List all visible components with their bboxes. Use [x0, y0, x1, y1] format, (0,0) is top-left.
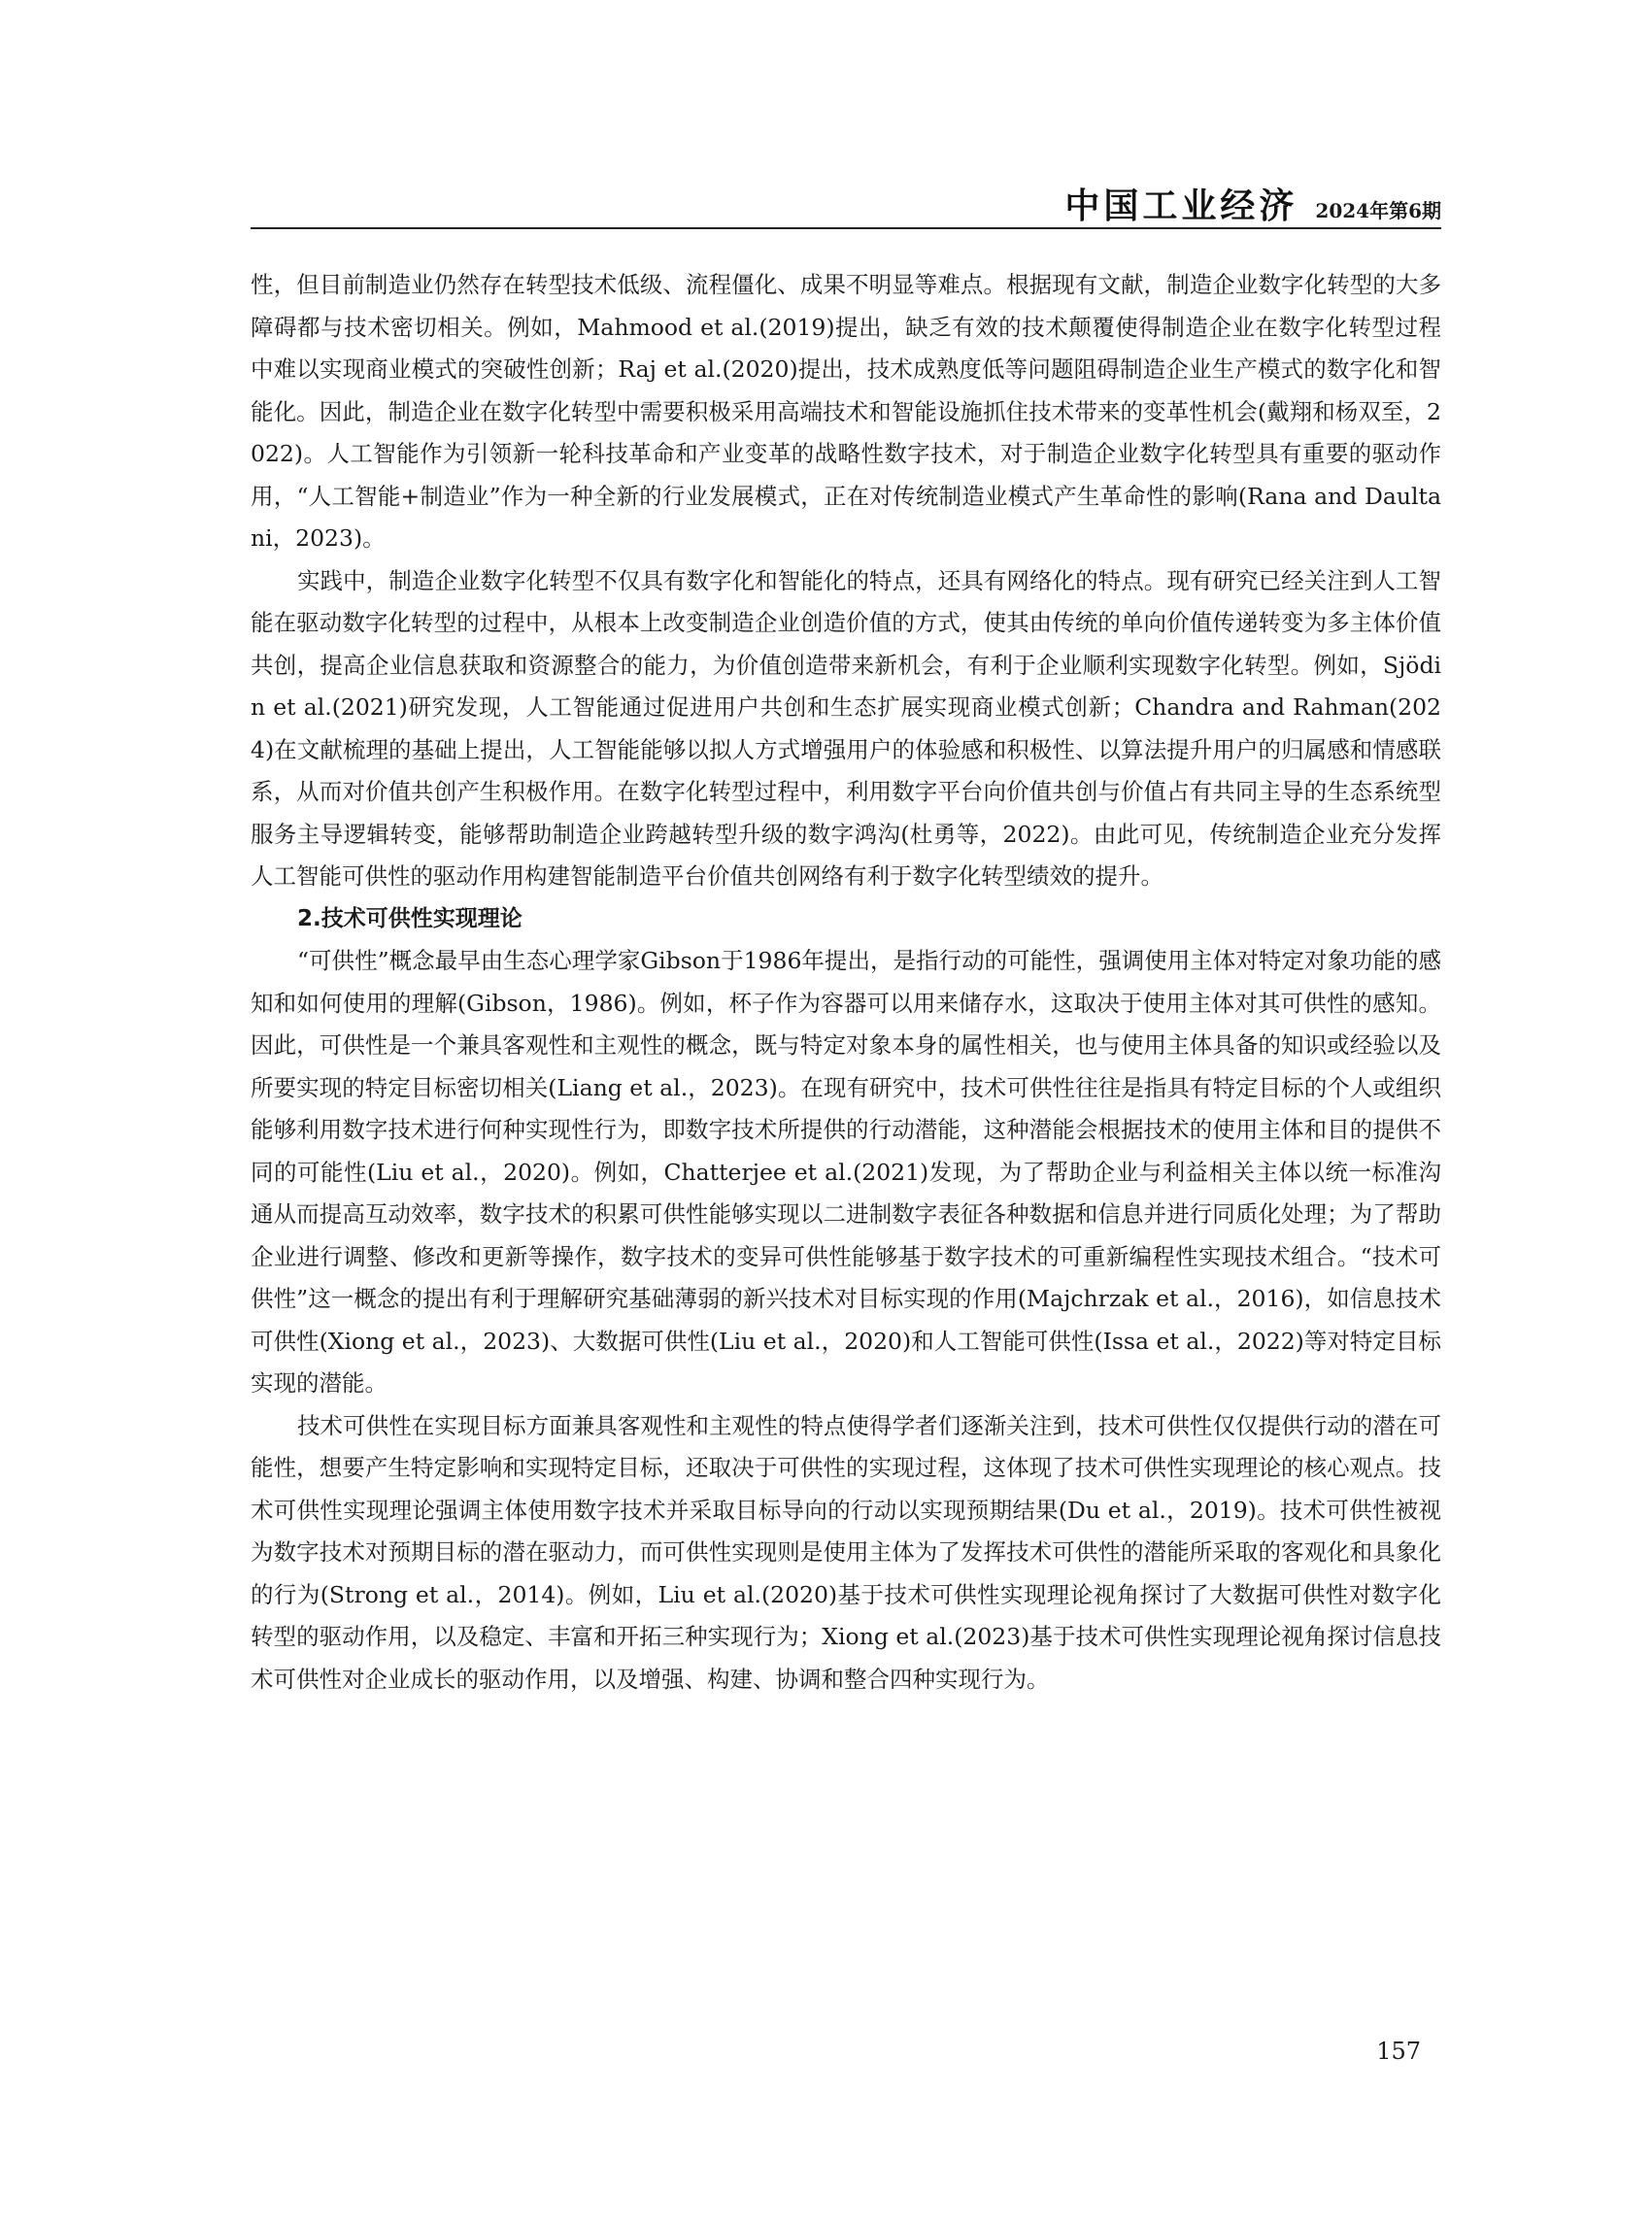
- journal-name: 中国工业经济: [1064, 186, 1298, 226]
- paragraph-3: “可供性”概念最早由生态心理学家Gibson于1986年提出，是指行动的可能性，强调使用主体对特定对象功能的感知和如何使用的理解(Gibson，1986)。例如，杯子作为容器可以用来储存水，这取决于使用主体对其可供性的感知。因此，可供性是一个兼具客观性和主观性的概念，既与特定对象本身的属性相关，也与使用主体具备的知识或经验以及所要实现的特定目标密切相关(Liang et al.，2023)。在现有研究中，技术可供性往往是指具有特定目标的个人或组织能够利用数字技术进行何种实现性行为，即数字技术所提供的行动潜能，这种潜能会根据技术的使用主体和目的提供不同的可能性(Liu et al.，2020)。例如，Chatterjee et al.(2021)发现，为了帮助企业与利益相关主体以统一标准沟通从而提高互动效率，数字技术的积累可供性能够实现以二进制数字表征各种数据和信息并进行同质化处理；为了帮助企业进行调整、修改和更新等操作，数字技术的变异可供性能够基于数字技术的可重新编程性实现技术组合。“技术可供性”这一概念的提出有利于理解研究基础薄弱的新兴技术对目标实现的作用(Majchrzak et al.，2016)，如信息技术可供性(Xiong et al.，2023)、大数据可供性(Liu et al.，2020)和人工智能可供性(Issa et al.，2022)等对特定目标实现的潜能。: [251, 947, 1441, 1397]
- paragraph-4: 技术可供性在实现目标方面兼具客观性和主观性的特点使得学者们逐渐关注到，技术可供性仅仅提供行动的潜在可能性，想要产生特定影响和实现特定目标，还取决于可供性的实现过程，这体现了技术可供性实现理论的核心观点。技术可供性实现理论强调主体使用数字技术并采取目标导向的行动以实现预期结果(Du et al.，2019)。技术可供性被视为数字技术对预期目标的潜在驱动力，而可供性实现则是使用主体为了发挥技术可供性的潜能所采取的客观化和具象化的行为(Strong et al.，2014)。例如，Liu et al.(2020)基于技术可供性实现理论视角探讨了大数据可供性对数字化转型的驱动作用，以及稳定、丰富和开拓三种实现行为；Xiong et al.(2023)基于技术可供性实现理论视角探讨信息技术可供性对企业成长的驱动作用，以及增强、构建、协调和整合四种实现行为。: [251, 1411, 1441, 1693]
- section-heading: 2.技术可供性实现理论: [297, 905, 523, 931]
- issue-label: 2024年第6期: [1315, 199, 1441, 222]
- paragraph-1: 性，但目前制造业仍然存在转型技术低级、流程僵化、成果不明显等难点。根据现有文献，制造企业数字化转型的大多障碍都与技术密切相关。例如，Mahmood et al.(2019)提出，缺乏有效的技术颠覆使得制造企业在数字化转型过程中难以实现商业模式的突破性创新；Raj et al.(2020)提出，技术成熟度低等问题阻碍制造企业生产模式的数字化和智能化。因此，制造企业在数字化转型中需要积极采用高端技术和智能设施抓住技术带来的变革性机会(戴翔和杨双至，2022)。人工智能作为引领新一轮科技革命和产业变革的战略性数字技术，对于制造企业数字化转型具有重要的驱动作用，“人工智能+制造业”作为一种全新的行业发展模式，正在对传统制造业模式产生革命性的影响(Rana and Daultani，2023)。: [251, 271, 1441, 552]
- page-number: 157: [1376, 2038, 1421, 2065]
- journal-header: [251, 183, 1441, 225]
- header-rule: [251, 227, 1441, 229]
- paragraph-2: 实践中，制造企业数字化转型不仅具有数字化和智能化的特点，还具有网络化的特点。现有研究已经关注到人工智能在驱动数字化转型的过程中，从根本上改变制造企业创造价值的方式，使其由传统的单向价值传递转变为多主体价值共创，提高企业信息获取和资源整合的能力，为价值创造带来新机会，有利于企业顺利实现数字化转型。例如，Sjödin et al.(2021)研究发现，人工智能通过促进用户共创和生态扩展实现商业模式创新；Chandra and Rahman(2024)在文献梳理的基础上提出，人工智能能够以拟人方式增强用户的体验感和积极性、以算法提升用户的归属感和情感联系，从而对价值共创产生积极作用。在数字化转型过程中，利用数字平台向价值共创与价值占有共同主导的生态系统型服务主导逻辑转变，能够帮助制造企业跨越转型升级的数字鸿沟(杜勇等，2022)。由此可见，传统制造企业充分发挥人工智能可供性的驱动作用构建智能制造平台价值共创网络有利于数字化转型绩效的提升。: [251, 566, 1441, 890]
- page-body: [251, 264, 1441, 1701]
